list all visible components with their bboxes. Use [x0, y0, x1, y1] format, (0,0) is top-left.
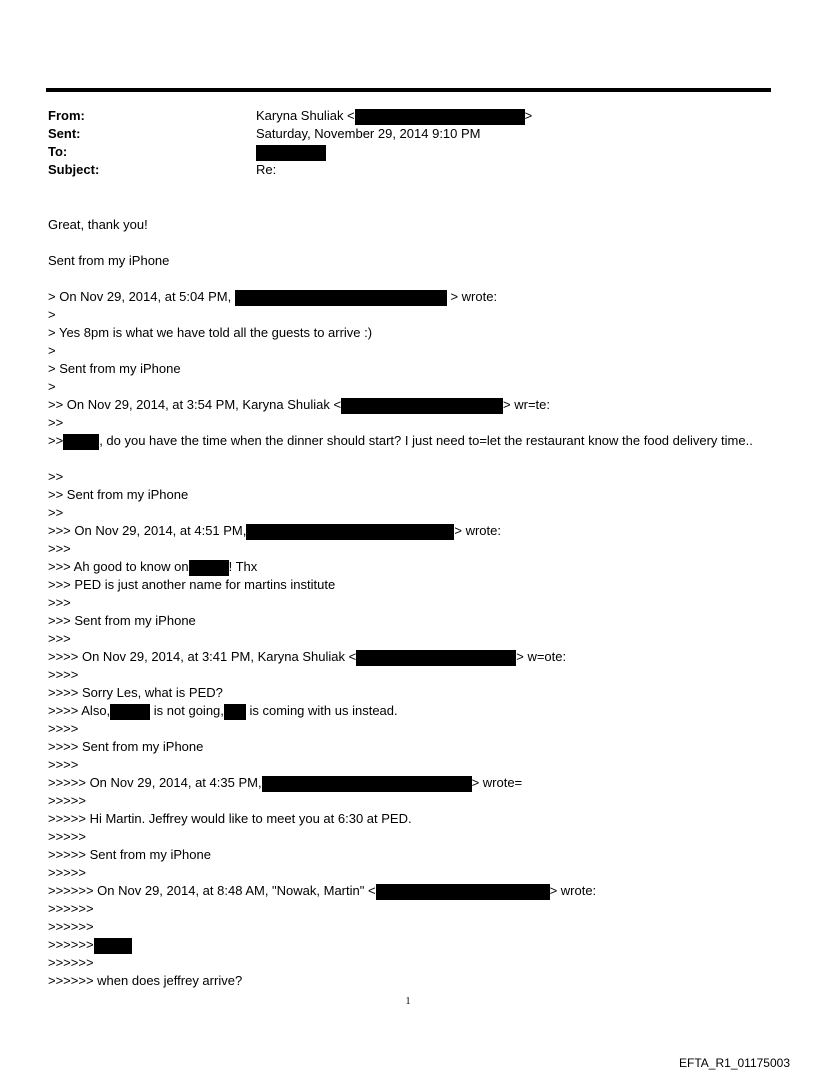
quote-line: > Yes 8pm is what we have told all the guests to arrive :): [48, 325, 373, 340]
from-value: Karyna Shuliak < >: [256, 108, 533, 123]
quote-line: >> , do you have the time when the dinner should start? I just need to=let the restaurant know the food delivery time..: [48, 433, 753, 448]
redaction-block: [341, 398, 503, 414]
quote-line: >>>>>> On Nov 29, 2014, at 8:48 AM, "Nowak, Martin" < > wrote:: [48, 883, 597, 898]
quote-line: >>>: [48, 595, 71, 610]
quote-line: >>> PED is just another name for martins institute: [48, 577, 336, 592]
quote-line: >: [48, 379, 56, 394]
quote-line: >>>>>>: [48, 901, 94, 916]
redaction-block: [63, 434, 99, 450]
bates-number: EFTA_R1_01175003: [679, 1056, 790, 1070]
quote-line: >>>> Also, is not going, is coming with us instead.: [48, 703, 398, 718]
header-rule: [46, 88, 771, 92]
quote-line: >>>>: [48, 757, 79, 772]
redaction-block: [94, 938, 132, 954]
quote-line: >>>>>: [48, 865, 86, 880]
sent-value: Saturday, November 29, 2014 9:10 PM: [256, 126, 481, 141]
quote-line: >>>>>>: [48, 955, 94, 970]
from-label: From:: [48, 108, 85, 123]
redaction-block: [256, 145, 326, 161]
page-number: 1: [405, 996, 411, 1007]
quote-line: >: [48, 307, 56, 322]
redaction-block: [189, 560, 229, 576]
body-line: Sent from my iPhone: [48, 253, 170, 268]
body-line: Great, thank you!: [48, 217, 148, 232]
quote-line: >>: [48, 505, 64, 520]
quote-line: >>>>>: [48, 793, 86, 808]
quote-line: >>>>> On Nov 29, 2014, at 4:35 PM, > wrote=: [48, 775, 523, 790]
quote-line: > Sent from my iPhone: [48, 361, 181, 376]
redaction-block: [356, 650, 516, 666]
redaction-block: [110, 704, 150, 720]
quote-line: >>: [48, 415, 64, 430]
quote-line: >>: [48, 469, 64, 484]
quote-line: >>>>>>: [48, 936, 132, 954]
quote-line: >: [48, 343, 56, 358]
to-value: [256, 143, 326, 161]
quote-line: >>>>>>: [48, 919, 94, 934]
quote-line: >>>>: [48, 721, 79, 736]
redaction-block: [355, 109, 525, 125]
quote-line: >>> Sent from my iPhone: [48, 613, 196, 628]
quote-line: >>>>>> when does jeffrey arrive?: [48, 973, 243, 988]
redaction-block: [376, 884, 550, 900]
redaction-block: [262, 776, 472, 792]
quote-line: >>>>> Sent from my iPhone: [48, 847, 211, 862]
subject-label: Subject:: [48, 162, 100, 177]
quote-line: > On Nov 29, 2014, at 5:04 PM, > wrote:: [48, 289, 498, 304]
quote-line: >>> Ah good to know on ! Thx: [48, 559, 258, 574]
redaction-block: [224, 704, 246, 720]
quote-line: >>>: [48, 631, 71, 646]
quote-line: >>> On Nov 29, 2014, at 4:51 PM, > wrote:: [48, 523, 501, 538]
to-label: To:: [48, 144, 68, 159]
subject-value: Re:: [256, 162, 277, 177]
quote-line: >>>>>: [48, 829, 86, 844]
quote-line: >> Sent from my iPhone: [48, 487, 189, 502]
quote-line: >>>> Sorry Les, what is PED?: [48, 685, 223, 700]
quote-line: >> On Nov 29, 2014, at 3:54 PM, Karyna Shuliak < > wr=te:: [48, 397, 551, 412]
quote-line: >>>>: [48, 667, 79, 682]
redaction-block: [246, 524, 454, 540]
quote-line: >>>: [48, 541, 71, 556]
quote-line: >>>>> Hi Martin. Jeffrey would like to meet you at 6:30 at PED.: [48, 811, 412, 826]
quote-line: >>>> Sent from my iPhone: [48, 739, 204, 754]
quote-line: >>>> On Nov 29, 2014, at 3:41 PM, Karyna Shuliak < > w=ote:: [48, 649, 567, 664]
redaction-block: [235, 290, 447, 306]
sent-label: Sent:: [48, 126, 81, 141]
